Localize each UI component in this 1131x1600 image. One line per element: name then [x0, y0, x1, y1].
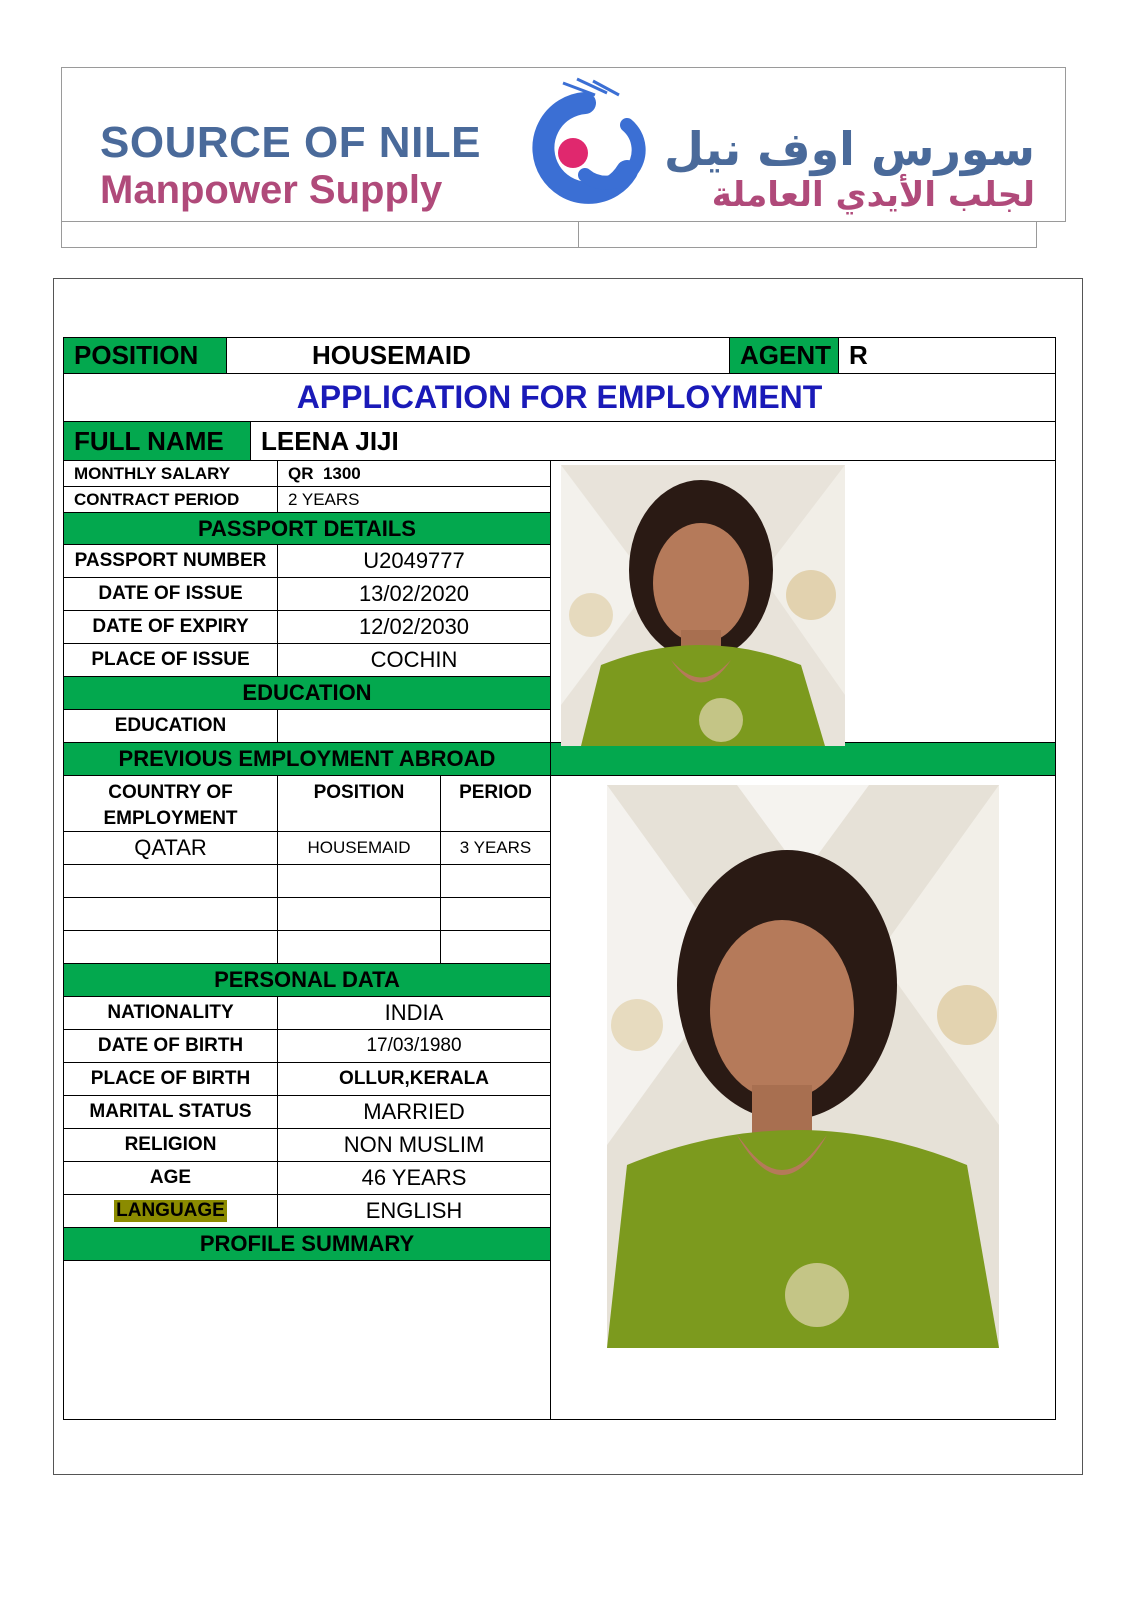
- personal-label-cell: [63, 1029, 278, 1063]
- employment-period-cell: [440, 831, 551, 865]
- full-name-value: LEENA JIJI: [261, 425, 399, 456]
- place-of-birth-label: PLACE OF BIRTH: [90, 1068, 251, 1089]
- education-heading-cell: [63, 676, 551, 710]
- personal-label-cell: [63, 996, 278, 1030]
- employment-position: [278, 931, 440, 963]
- col-period-header: PERIOD: [459, 782, 532, 803]
- personal-label-cell: [63, 1128, 278, 1162]
- letterhead-sub-box-right: [579, 222, 1037, 248]
- personal-label-cell: [63, 1194, 278, 1228]
- passport-heading-cell: [63, 512, 551, 545]
- marital-status-label: MARITAL STATUS: [89, 1101, 252, 1122]
- col-country-header-line2: EMPLOYMENT: [103, 808, 238, 829]
- passport-number-label: PASSPORT NUMBER: [74, 550, 267, 571]
- personal-label-cell: [63, 1161, 278, 1195]
- company-logo: [515, 75, 655, 215]
- agent-label-cell: [729, 337, 839, 374]
- passport-row-label-cell: [63, 577, 278, 611]
- contract-period-label-cell: [63, 486, 278, 513]
- salary-value: QR 1300: [288, 463, 361, 483]
- date-of-issue-label: DATE OF ISSUE: [98, 583, 243, 604]
- agent-value-cell: [838, 337, 1056, 374]
- place-of-issue-value: COCHIN: [370, 647, 458, 672]
- date-of-expiry-label: DATE OF EXPIRY: [92, 616, 249, 637]
- title-cell: [63, 373, 1056, 422]
- brand-name-ar: سورس اوف نيل: [664, 122, 1035, 176]
- col-country-header-cell: [63, 775, 278, 832]
- employment-position-cell: [277, 864, 441, 898]
- employment-position: [278, 898, 440, 930]
- employment-period: [441, 898, 550, 930]
- employment-country-cell: [63, 897, 278, 931]
- previous-employment-heading: PREVIOUS EMPLOYMENT ABROAD: [118, 746, 496, 771]
- brand-name-en: SOURCE OF NILE: [100, 118, 482, 167]
- personal-value-cell: [277, 1194, 551, 1228]
- letterhead-sub-box-left: [61, 222, 579, 248]
- passport-number-value: U2049777: [363, 548, 465, 573]
- date-of-issue-value: 13/02/2020: [358, 581, 470, 606]
- employment-position: [278, 865, 440, 897]
- previous-employment-heading-cell: [63, 742, 551, 776]
- employment-position-cell: [277, 831, 441, 865]
- personal-label-cell: [63, 1062, 278, 1096]
- employment-period-cell: [440, 864, 551, 898]
- date-of-birth-label: DATE OF BIRTH: [97, 1035, 244, 1056]
- brand-tagline-ar: لجلب الأيدي العاملة: [711, 175, 1035, 215]
- agent-value: R: [849, 340, 868, 370]
- employment-country: [64, 931, 277, 963]
- personal-data-heading: PERSONAL DATA: [214, 967, 400, 992]
- marital-status-value: MARRIED: [363, 1099, 465, 1124]
- contract-period-value: 2 YEARS: [288, 489, 360, 509]
- language-value: ENGLISH: [365, 1198, 463, 1223]
- contract-period-value-cell: [277, 486, 551, 513]
- employment-country: [64, 898, 277, 930]
- brand-tagline-en: Manpower Supply: [100, 168, 443, 212]
- place-of-issue-label: PLACE OF ISSUE: [91, 649, 250, 670]
- portrait-photo-large: [607, 785, 999, 1348]
- salary-label-cell: [63, 460, 278, 487]
- place-of-birth-value: OLLUR,KERALA: [339, 1068, 489, 1089]
- personal-value-cell: [277, 1062, 551, 1096]
- previous-employment-heading-extension: [550, 742, 1056, 776]
- position-value: HOUSEMAID: [312, 340, 471, 370]
- employment-period-cell: [440, 897, 551, 931]
- personal-value-cell: [277, 1029, 551, 1063]
- nationality-value: INDIA: [384, 1000, 444, 1025]
- education-label-cell: [63, 709, 278, 743]
- employment-period: [441, 931, 550, 963]
- personal-value-cell: [277, 1128, 551, 1162]
- education-heading: EDUCATION: [242, 680, 372, 705]
- education-label: EDUCATION: [114, 715, 227, 736]
- employment-period-cell: [440, 930, 551, 964]
- employment-period: [441, 865, 550, 897]
- education-value: [278, 710, 550, 742]
- col-country-header-line1: COUNTRY OF: [108, 782, 233, 803]
- passport-row-label-cell: [63, 643, 278, 677]
- profile-summary-heading-cell: [63, 1227, 551, 1261]
- salary-label: MONTHLY SALARY: [74, 463, 231, 483]
- age-label: AGE: [149, 1167, 192, 1188]
- contract-period-label: CONTRACT PERIOD: [74, 489, 240, 509]
- employment-position: HOUSEMAID: [307, 838, 411, 857]
- full-name-label: FULL NAME: [74, 425, 224, 456]
- col-period-header-cell: [440, 775, 551, 832]
- position-label-cell: [63, 337, 227, 374]
- nationality-label: NATIONALITY: [107, 1002, 234, 1023]
- position-label: POSITION: [74, 340, 199, 370]
- passport-row-value-cell: [277, 643, 551, 677]
- personal-value-cell: [277, 1161, 551, 1195]
- employment-country-cell: [63, 930, 278, 964]
- personal-value-cell: [277, 1095, 551, 1129]
- passport-row-label-cell: [63, 544, 278, 578]
- personal-data-heading-cell: [63, 963, 551, 997]
- employment-country: [64, 865, 277, 897]
- employment-period: 3 YEARS: [459, 838, 532, 857]
- religion-value: NON MUSLIM: [343, 1132, 485, 1157]
- full-name-label-cell: [63, 421, 251, 461]
- date-of-expiry-value: 12/02/2030: [358, 614, 470, 639]
- age-value: 46 YEARS: [361, 1165, 467, 1190]
- col-position-header-cell: [277, 775, 441, 832]
- education-value-cell: [277, 709, 551, 743]
- salary-value-cell: [277, 460, 551, 487]
- employment-position-cell: [277, 930, 441, 964]
- religion-label: RELIGION: [124, 1134, 217, 1155]
- col-position-header: POSITION: [313, 782, 405, 803]
- full-name-value-cell: [250, 421, 1056, 461]
- personal-label-cell: [63, 1095, 278, 1129]
- profile-summary-heading: PROFILE SUMMARY: [199, 1231, 415, 1256]
- employment-country-cell: [63, 864, 278, 898]
- passport-heading: PASSPORT DETAILS: [198, 515, 416, 541]
- employment-country-cell: [63, 831, 278, 865]
- employment-country: QATAR: [134, 835, 207, 860]
- passport-row-value-cell: [277, 544, 551, 578]
- profile-summary-text: [64, 1261, 550, 1419]
- personal-value-cell: [277, 996, 551, 1030]
- employment-position-cell: [277, 897, 441, 931]
- passport-row-label-cell: [63, 610, 278, 644]
- passport-row-value-cell: [277, 577, 551, 611]
- agent-label: AGENT: [740, 340, 831, 370]
- language-label: LANGUAGE: [116, 1200, 225, 1221]
- profile-summary-box: [63, 1260, 551, 1420]
- date-of-birth-value: 17/03/1980: [366, 1035, 462, 1056]
- portrait-photo-small: [561, 465, 845, 746]
- position-value-cell: [226, 337, 730, 374]
- passport-row-value-cell: [277, 610, 551, 644]
- form-title: APPLICATION FOR EMPLOYMENT: [296, 379, 823, 415]
